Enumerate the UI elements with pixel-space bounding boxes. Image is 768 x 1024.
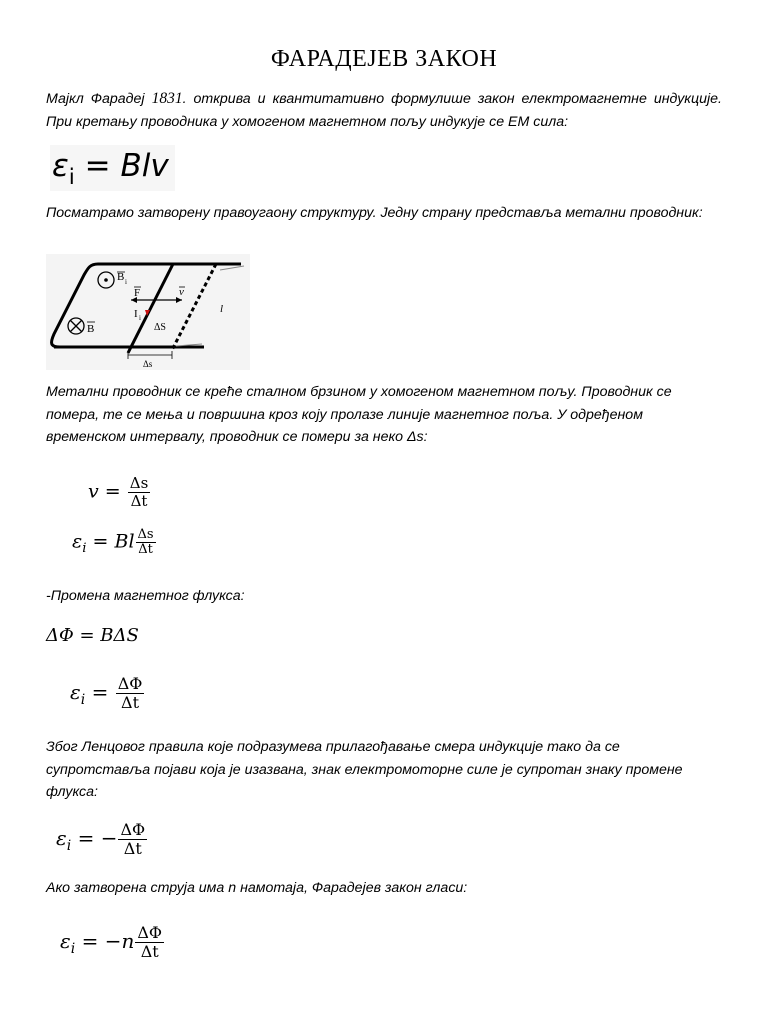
motion-paragraph: Метални проводник се креће сталном брзином у хомогеном магнетном пољу. Проводник се помера, те се мења и површина кроз коју пролазе линије магнетног поља. У одређеном временском интервалу, проводник се помери за неко Δs: — [46, 384, 672, 445]
emf-bl-coefficient: Bl — [114, 530, 135, 553]
label-area-delta-s: ΔS — [154, 322, 166, 333]
emf-flux-symbol: ε — [70, 680, 81, 705]
lenz-paragraph: Због Ленцовог правила које подразумева прилагођавање смера индукције тако да се супротстављa појави која је изазвана, знак електромоторне силе је супротан знаку промене флукса: — [46, 739, 683, 800]
intro-year: 1831 — [151, 90, 183, 107]
formula-emf-blv — [50, 145, 175, 191]
velocity-fraction — [128, 476, 151, 509]
label-length-l: l — [220, 303, 224, 315]
intro-paragraph — [46, 88, 722, 133]
equation-coil — [60, 925, 165, 960]
conductor-rail-figure — [46, 254, 250, 370]
emf-bl-symbol: ε — [72, 530, 83, 553]
field-out-dot-icon — [104, 278, 108, 282]
emf-flux-numerator: ΔΦ — [117, 674, 143, 693]
label-b-out-sub: i — [125, 278, 127, 286]
coil-subscript: i — [70, 941, 76, 958]
equation-emf-flux — [70, 676, 145, 711]
flux-equation-text: ΔΦ = BΔS — [46, 625, 139, 646]
lenz-equals: = − — [77, 826, 118, 851]
lenz-subscript: i — [66, 838, 72, 855]
emf-bl-numerator: Δs — [137, 527, 154, 542]
label-force-f: F — [134, 287, 141, 299]
emf-flux-fraction — [116, 676, 145, 711]
lenz-numerator: ΔΦ — [120, 820, 146, 839]
equation-flux — [46, 625, 139, 646]
coil-fraction — [135, 925, 164, 960]
velocity-symbol: v — [88, 480, 99, 503]
velocity-denominator: Δt — [130, 491, 148, 510]
coil-symbol: ε — [60, 929, 71, 954]
emf-flux-denominator: Δt — [121, 692, 140, 712]
coil-equals: = −n — [81, 929, 135, 954]
label-velocity-v: v — [179, 286, 184, 298]
lenz-denominator: Δt — [123, 838, 142, 858]
emf-rhs: = Blv — [84, 148, 169, 184]
equation-velocity — [88, 476, 151, 509]
emf-flux-equals: = — [91, 680, 109, 705]
label-current-sub: i — [139, 314, 141, 322]
lenz-fraction — [118, 822, 147, 857]
intro-text-part2: . открива и квантитативно формулише закон електромагнетне индукције. При кретању проводника у хомогеном магнетном пољу индукује се ЕМ сила: — [46, 91, 722, 130]
coil-denominator: Δt — [140, 941, 159, 961]
page-title: ФАРАДЕЈЕВ ЗАКОН — [270, 46, 498, 72]
label-b-in: B — [87, 323, 95, 335]
lenz-symbol: ε — [56, 826, 67, 851]
emf-bl-fraction — [136, 528, 156, 557]
emf-flux-subscript: i — [80, 692, 86, 709]
emf-bl-equals: = — [92, 530, 109, 553]
emf-symbol: ε — [52, 148, 69, 184]
label-b-out: B — [117, 271, 125, 283]
label-current-i: I — [134, 308, 138, 320]
coil-numerator: ΔΦ — [137, 923, 163, 942]
intro-text-part1: Мајкл Фарадеј — [46, 91, 152, 107]
coil-paragraph: Ако затворена струја има n намотаја, Фарадејев закон гласи: — [46, 880, 468, 896]
flux-change-label: -Промена магнетног флукса: — [46, 588, 245, 604]
equation-emf-bl — [72, 528, 157, 557]
equation-lenz — [56, 822, 148, 857]
emf-bl-subscript: i — [82, 541, 87, 557]
label-length-delta-s: Δs — [143, 359, 153, 369]
velocity-numerator: Δs — [129, 474, 149, 492]
emf-bl-denominator: Δt — [138, 541, 153, 557]
velocity-equals: = — [104, 480, 121, 503]
observe-paragraph: Посматрамо затворену правоугаону структуру. Једну страну представља метални проводник: — [46, 205, 703, 221]
emf-subscript: i — [68, 164, 75, 190]
